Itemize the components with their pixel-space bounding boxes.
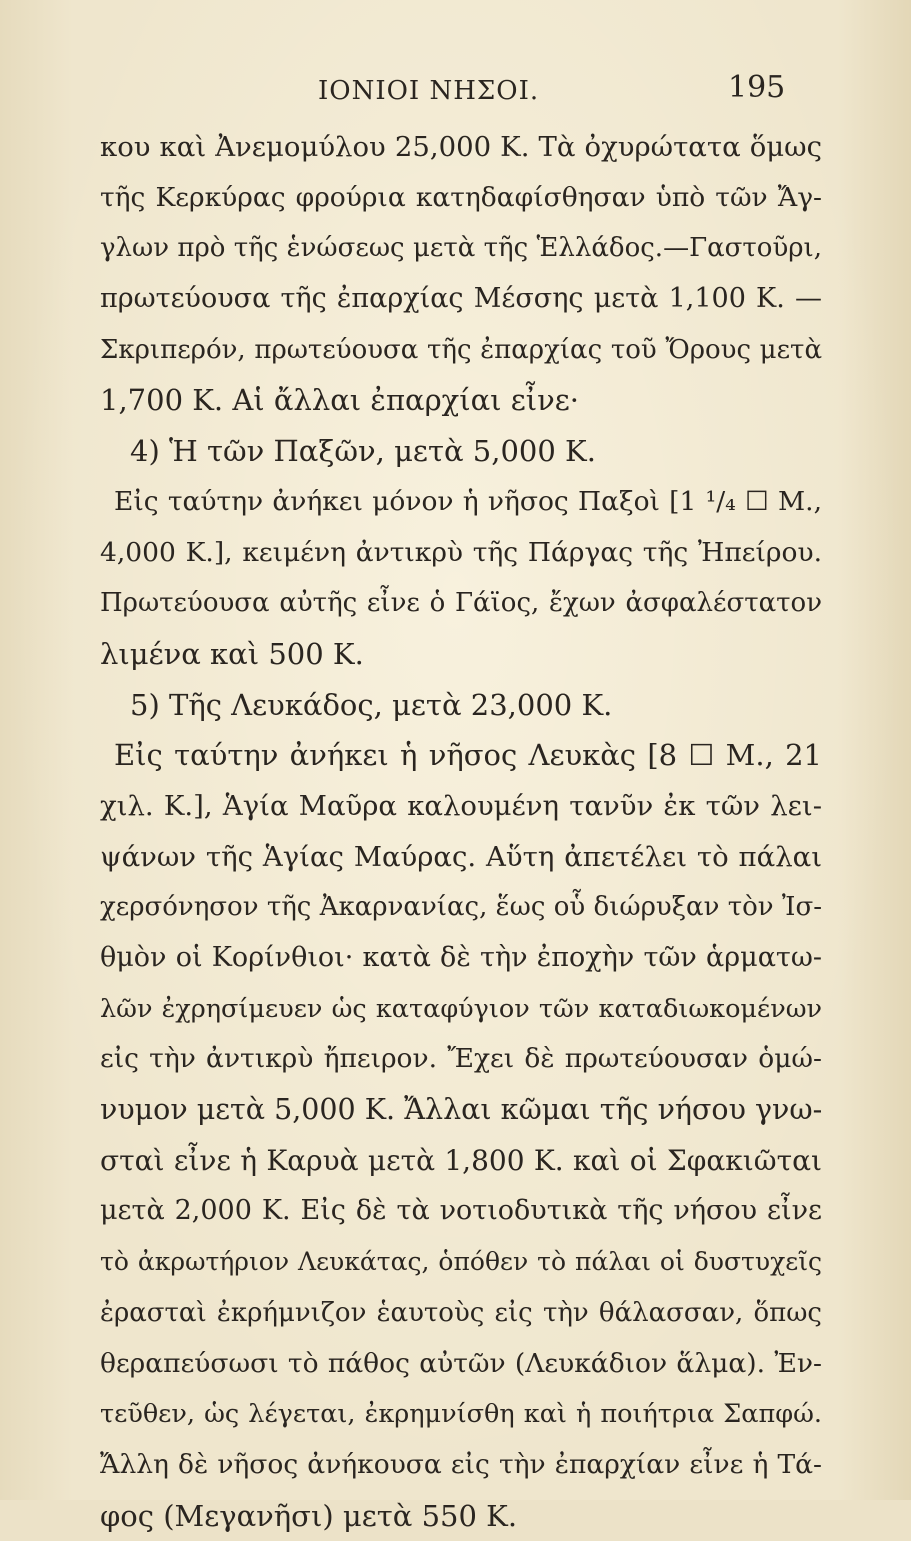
- text-line: τῆς Κερκύρας φρούρια κατηδαφίσθησαν ὑπὸ τῶν Ἄγ-: [100, 181, 822, 213]
- text-line: χιλ. Κ.], Ἁγία Μαῦρα καλουμένη τανῦν ἐκ τῶν λει-: [100, 789, 822, 822]
- text-line: Πρωτεύουσα αὐτῆς εἶνε ὁ Γάϊος, ἔχων ἀσφαλέστατον: [100, 588, 822, 619]
- text-line: 1,700 Κ. Αἱ ἄλλαι ἐπαρχίαι εἶνε·: [100, 383, 580, 418]
- text-line: μετὰ 2,000 Κ. Εἰς δὲ τὰ νοτιοδυτικὰ τῆς νήσου εἶνε: [100, 1195, 822, 1227]
- text-line: Εἰς ταύτην ἀνήκει ἡ νῆσος Λευκὰς [8 ☐ Μ., 21: [114, 738, 822, 773]
- text-line: Σκριπερόν, πρωτεύουσα τῆς ἐπαρχίας τοῦ Ὄρους μετὰ: [100, 334, 822, 365]
- text-line: Ἄλλη δὲ νῆσος ἀνήκουσα εἰς τὴν ἐπαρχίαν εἶνε ἡ Τά-: [100, 1448, 822, 1480]
- text-line: γλων πρὸ τῆς ἑνώσεως μετὰ τῆς Ἑλλάδος.—Γαστοῦρι,: [100, 233, 822, 264]
- page-header: [0, 70, 911, 110]
- text-line: Εἰς ταύτην ἀνήκει μόνον ἡ νῆσος Παξοὶ [1 ¹/₄ ☐ Μ.,: [114, 485, 822, 517]
- text-line: ψάνων τῆς Ἁγίας Μαύρας. Αὕτη ἀπετέλει τὸ πάλαι: [100, 840, 822, 873]
- text-line: θεραπεύσωσι τὸ πάθος αὐτῶν (Λευκάδιον ἅλμα). Ἐν-: [100, 1347, 822, 1379]
- text-line: νυμον μετὰ 5,000 Κ. Ἄλλαι κῶμαι τῆς νήσου γνω-: [100, 1093, 823, 1127]
- text-line: χερσόνησον τῆς Ἀκαρνανίας, ἕως οὗ διώρυξαν τὸν Ἰσ-: [100, 892, 822, 923]
- text-line: φος (Μεγανῆσι) μετὰ 550 Κ.: [100, 1498, 518, 1533]
- body-text: [100, 122, 822, 1541]
- page-number: 195: [728, 70, 786, 105]
- text-line: ἐρασταὶ ἐκρήμνιζον ἑαυτοὺς εἰς τὴν θάλασσαν, ὅπως: [100, 1297, 822, 1328]
- text-line: εἰς τὴν ἀντικρὺ ἤπειρον. Ἔχει δὲ πρωτεύουσαν ὁμώ-: [100, 1043, 822, 1075]
- text-line: λῶν ἐχρησίμευεν ὡς καταφύγιον τῶν καταδιωκομένων: [100, 993, 822, 1024]
- text-line: θμὸν οἱ Κορίνθιοι· κατὰ δὲ τὴν ἐποχὴν τῶν ἁρματω-: [100, 942, 822, 973]
- text-line: τεῦθεν, ὡς λέγεται, ἐκρημνίσθη καὶ ἡ ποιήτρια Σαπφώ.: [100, 1399, 822, 1430]
- section-heading: 5) Τῆς Λευκάδος, μετὰ 23,000 Κ.: [130, 687, 613, 722]
- text-line: κου καὶ Ἀνεμομύλου 25,000 Κ. Τὰ ὀχυρώτατα ὅμως: [100, 131, 822, 163]
- text-line: 4,000 Κ.], κειμένη ἀντικρὺ τῆς Πάργας τῆς Ἠπείρου.: [100, 536, 822, 568]
- text-line: πρωτεύουσα τῆς ἐπαρχίας Μέσσης μετὰ 1,100 Κ. —: [100, 283, 822, 315]
- running-head: ΙΟΝΙΟΙ ΝΗΣΟΙ.: [318, 76, 540, 106]
- section-heading: 4) Ἡ τῶν Παξῶν, μετὰ 5,000 Κ.: [130, 434, 596, 469]
- text-line: σταὶ εἶνε ἡ Καρυὰ μετὰ 1,800 Κ. καὶ οἱ Σφακιῶται: [100, 1143, 822, 1177]
- text-line: τὸ ἀκρωτήριον Λευκάτας, ὁπόθεν τὸ πάλαι οἱ δυστυχεῖς: [100, 1247, 822, 1277]
- text-line: λιμένα καὶ 500 Κ.: [100, 636, 364, 671]
